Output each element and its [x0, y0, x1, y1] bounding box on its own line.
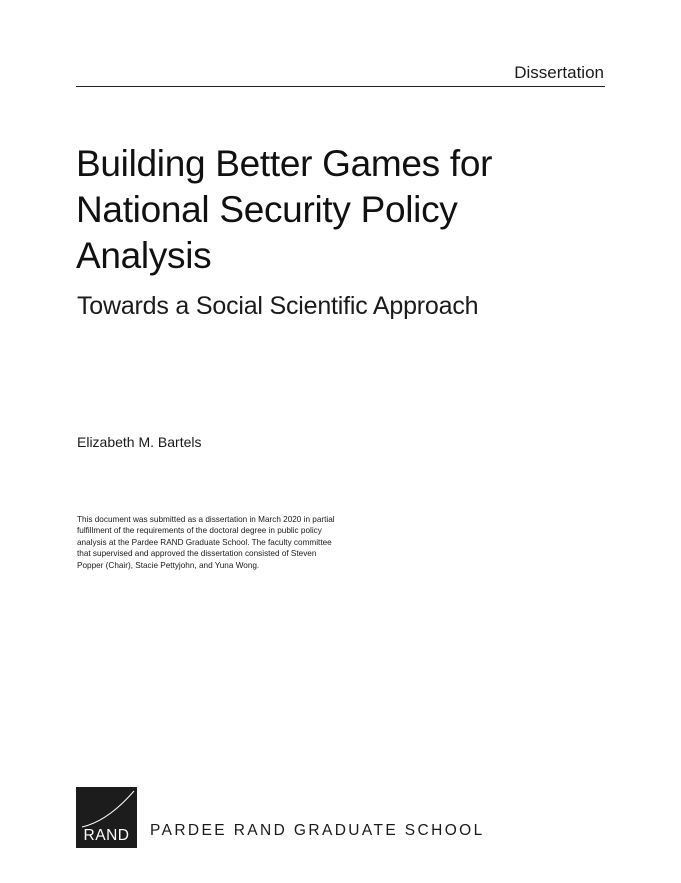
submission-note [77, 514, 382, 571]
page-title [76, 141, 596, 279]
title-line: Analysis [76, 235, 212, 276]
title-line: Building Better Games for [76, 143, 493, 184]
rand-logo-text: RAND [83, 827, 130, 844]
note-line: analysis at the Pardee RAND Graduate School. The faculty committee [77, 537, 332, 547]
note-line: that supervised and approved the dissertation consisted of Steven [77, 549, 317, 559]
rand-logo [76, 787, 137, 848]
header-divider [76, 86, 605, 87]
note-line: Popper (Chair), Stacie Pettyjohn, and Yuna Wong. [77, 560, 260, 570]
document-type-label: Dissertation [514, 63, 604, 82]
note-line: fulfillment of the requirements of the doctoral degree in public policy [77, 526, 322, 536]
title-line: National Security Policy [76, 189, 458, 230]
note-line: This document was submitted as a dissertation in March 2020 in partial [77, 515, 335, 524]
author-name: Elizabeth M. Bartels [77, 434, 202, 450]
school-name: PARDEE RAND GRADUATE SCHOOL [150, 822, 485, 839]
page-subtitle: Towards a Social Scientific Approach [77, 292, 479, 320]
